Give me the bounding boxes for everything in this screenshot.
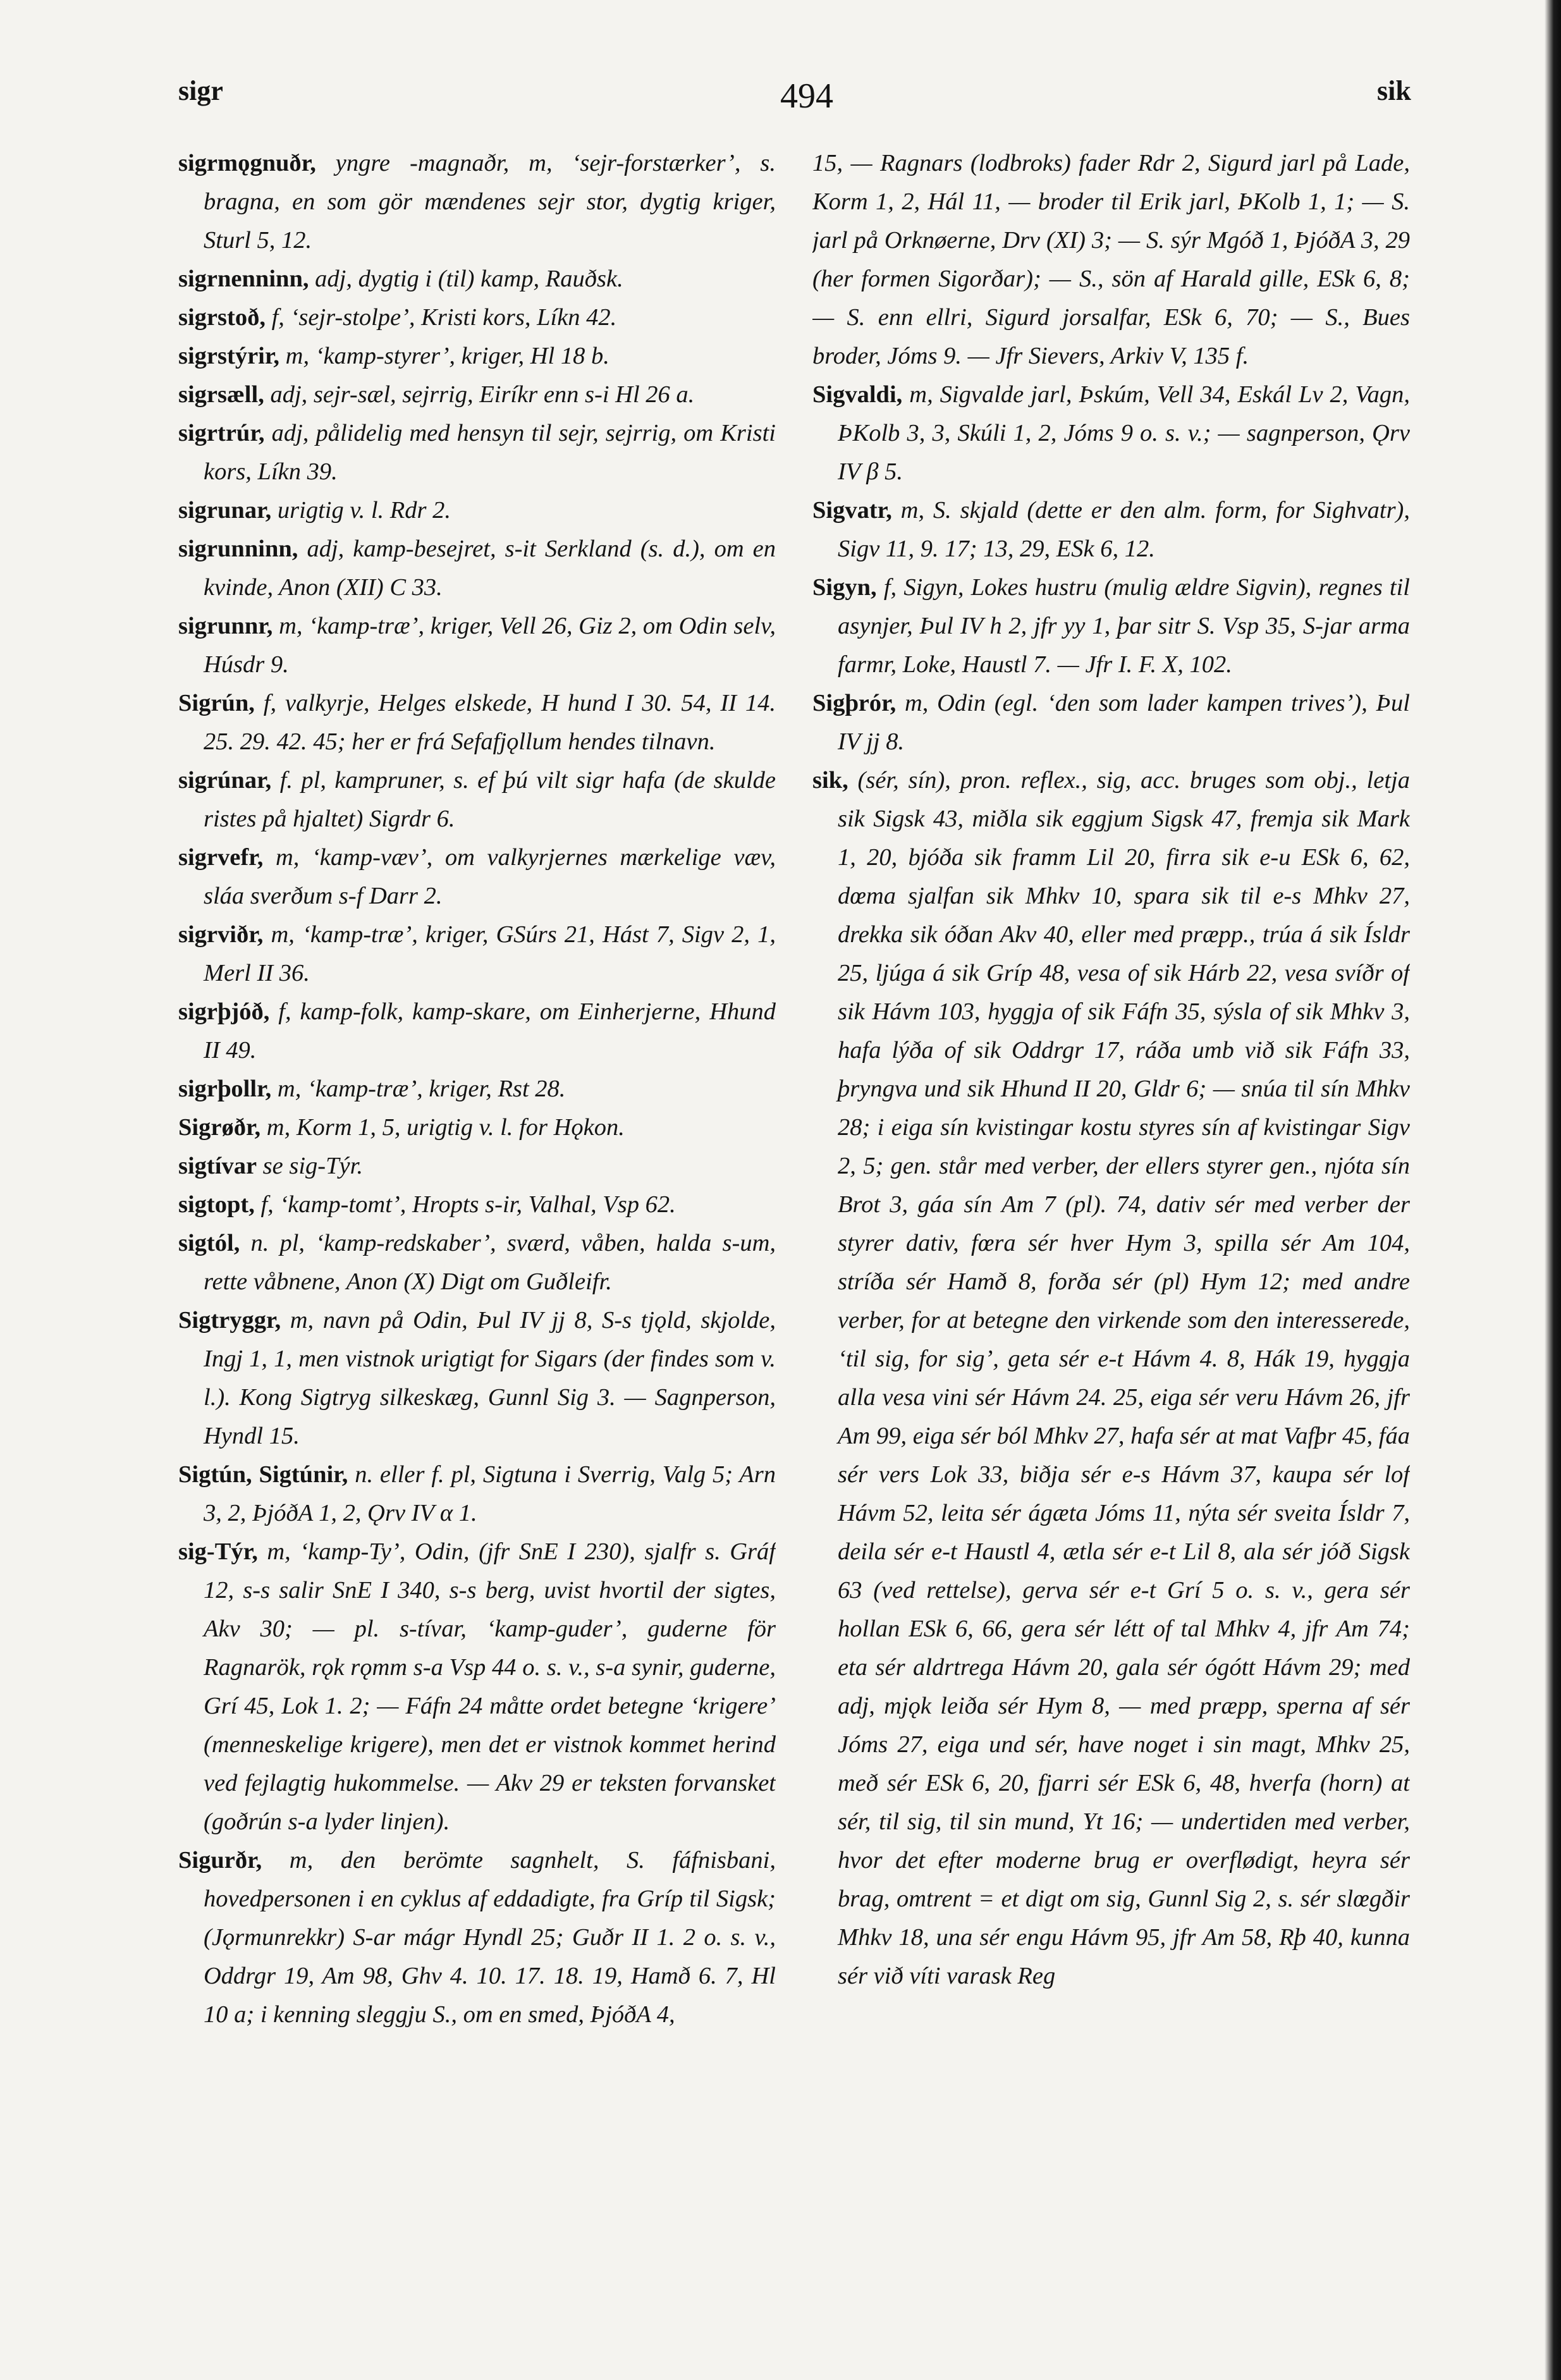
dictionary-entry xyxy=(812,568,1410,684)
headword: sigrsæll, xyxy=(178,381,264,408)
dictionary-entry xyxy=(178,607,776,684)
dictionary-entry xyxy=(812,684,1410,761)
entry-continuation: 15, — Ragnars (lodbroks) fader Rdr 2, Sigurd jarl på Lade, Korm 1, 2, Hál 11, — broder til Erik jarl, ÞKolb 1, 1; — S. jarl på Orknøerne, Drv (XI) 3; — S. sýr Mgóð 1, ÞjóðA 3, 29 (her formen Sigorðar); — S., sön af Harald gille, ESk 6, 8; — S. enn ellri, Sigurd jorsalfar, ESk 6, 70; — S., Bues broder, Jóms 9. — Jfr Sievers, Arkiv V, 135 f. xyxy=(812,150,1410,369)
headword: sigtívar xyxy=(178,1153,257,1179)
entry-text: m, Korm 1, 5, urigtig v. l. for Hǫkon. xyxy=(260,1114,625,1141)
headword: sigrstýrir, xyxy=(178,343,280,369)
dictionary-entry xyxy=(178,1224,776,1301)
dictionary-entry xyxy=(178,144,776,260)
entry-text: se sig-Týr. xyxy=(257,1153,363,1179)
entry-text: m, den berömte sagnhelt, S. fáfnisbani, hovedpersonen i en cyklus af eddadigte, fra Gríp til Sigsk; (Jǫrmunrekkr) S-ar mágr Hyndl 25; Guðr II 1. 2 o. s. v., Oddrgr 19, Am 98, Ghv 4. 10. 17. 18. 19, Hamð 6. 7, Hl 10 a; i kenning sleggju S., om en smed, ÞjóðA 4, xyxy=(204,1847,776,2028)
dictionary-entry xyxy=(178,993,776,1070)
dictionary-entry xyxy=(178,298,776,337)
headword: sigrviðr, xyxy=(178,921,264,948)
dictionary-entry xyxy=(178,337,776,376)
headword: sigrnenninn, xyxy=(178,266,309,292)
headword: sigrþollr, xyxy=(178,1076,272,1102)
headword: sigrunar, xyxy=(178,497,272,524)
headword: sigrþjóð, xyxy=(178,998,270,1025)
entry-text: f, Sigyn, Lokes hustru (mulig ældre Sigvin), regnes til asynjer, Þul IV h 2, jfr yy 1, þar sitr S. Vsp 35, S-jar arma farmr, Loke, Haustl 7. — Jfr I. F. X, 102. xyxy=(838,574,1410,678)
headword: Sigyn, xyxy=(812,574,877,601)
left-running-head: sigr xyxy=(178,75,223,106)
dictionary-entry xyxy=(178,1301,776,1456)
entry-text: adj, kamp-besejret, s-it Serkland (s. d.), om en kvinde, Anon (XII) C 33. xyxy=(204,536,776,601)
right-column xyxy=(812,144,1410,2231)
dictionary-entry xyxy=(178,684,776,761)
headword: sigrunninn, xyxy=(178,536,298,562)
dictionary-entry xyxy=(178,1533,776,1841)
dictionary-entry xyxy=(178,1108,776,1147)
headword: sigrúnar, xyxy=(178,767,272,794)
headword: Sigrún, xyxy=(178,690,255,716)
entry-text: adj, pålidelig med hensyn til sejr, sejrrig, om Kristi kors, Líkn 39. xyxy=(204,420,776,485)
entry-text: f, valkyrje, Helges elskede, H hund I 30. 54, II 14. 25. 29. 42. 45; her er frá Sefafjǫllum hendes tilnavn. xyxy=(204,690,776,755)
entry-text: n. pl, ‘kamp-redskaber’, sværd, våben, halda s-um, rette våbnene, Anon (X) Digt om Guðleifr. xyxy=(204,1230,776,1295)
headword: sigrmǫgnuðr, xyxy=(178,150,316,176)
entry-text: m, navn på Odin, Þul IV jj 8, S-s tjǫld, skjolde, Ingj 1, 1, men vistnok urigtigt for Sigars (der findes som v. l.). Kong Sigtryg silkeskæg, Gunnl Sig 3. — Sagnperson, Hyndl 15. xyxy=(204,1307,776,1449)
headword: Sigtún, Sigtúnir, xyxy=(178,1461,348,1488)
dictionary-entry xyxy=(178,761,776,838)
headword: Sigvatr, xyxy=(812,497,892,524)
dictionary-entry xyxy=(178,1070,776,1108)
page-header xyxy=(0,0,1561,126)
headword: Sigurðr, xyxy=(178,1847,262,1874)
entry-text: n. eller f. pl, Sigtuna i Sverrig, Valg 5; Arn 3, 2, ÞjóðA 1, 2, Ǫrv IV α 1. xyxy=(204,1461,776,1526)
dictionary-entry xyxy=(178,530,776,607)
entry-text: m, Odin (egl. ‘den som lader kampen trives’), Þul IV jj 8. xyxy=(838,690,1410,755)
entry-text: m, ‘kamp-Ty’, Odin, (jfr SnE I 230), sjalfr s. Gráf 12, s-s salir SnE I 340, s-s berg, uvist hvortil der sigtes, Akv 30; — pl. s-tívar, ‘kamp-guder’, guderne för Ragnarök, rǫk rǫmm s-a Vsp 44 o. s. v., s-a synir, guderne, Grí 45, Lok 1. 2; — Fáfn 24 måtte ordet betegne ‘krigere’ (menneskelige krigere), men det er vistnok kommet herind ved fejlagtig hukommelse. — Akv 29 er teksten forvansket (goðrún s-a lyder linjen). xyxy=(204,1538,776,1835)
headword: Sigtryggr, xyxy=(178,1307,281,1334)
dictionary-entry xyxy=(178,376,776,414)
right-running-head: sik xyxy=(1377,75,1411,106)
entry-text: f, kamp-folk, kamp-skare, om Einherjerne, Hhund II 49. xyxy=(204,998,776,1064)
dictionary-entry xyxy=(812,376,1410,491)
headword: Sigrøðr, xyxy=(178,1114,261,1141)
dictionary-entry xyxy=(178,491,776,530)
entry-text: m, ‘kamp-træ’, kriger, Rst 28. xyxy=(271,1076,566,1102)
headword: sigrvefr, xyxy=(178,844,264,871)
entry-text: m, ‘kamp-træ’, kriger, Vell 26, Giz 2, om Odin selv, Húsdr 9. xyxy=(204,613,776,678)
page-number: 494 xyxy=(780,77,833,116)
entry-text: f, ‘kamp-tomt’, Hropts s-ir, Valhal, Vsp 62. xyxy=(254,1191,676,1218)
headword: sigtopt, xyxy=(178,1191,255,1218)
left-column xyxy=(178,144,776,2231)
dictionary-entry xyxy=(812,491,1410,568)
entry-text: f, ‘sejr-stolpe’, Kristi kors, Líkn 42. xyxy=(265,304,617,331)
dictionary-entry xyxy=(178,1186,776,1224)
page-edge-shadow xyxy=(1545,0,1561,2380)
headword: sigrstoð, xyxy=(178,304,266,331)
headword: sig-Týr, xyxy=(178,1538,258,1565)
dictionary-entry xyxy=(178,1841,776,2034)
entry-text: m, ‘kamp-styrer’, kriger, Hl 18 b. xyxy=(279,343,609,369)
entry-text: yngre -magnaðr, m, ‘sejr-forstærker’, s. bragna, en som gör mændenes sejr stor, dygtig kriger, Sturl 5, 12. xyxy=(204,150,776,254)
dictionary-entry xyxy=(178,1456,776,1533)
headword: Sigþrór, xyxy=(812,690,897,716)
dictionary-entry xyxy=(178,414,776,491)
headword: sigtól, xyxy=(178,1230,240,1256)
entry-text: urigtig v. l. Rdr 2. xyxy=(271,497,451,524)
entry-text: m, ‘kamp-træ’, kriger, GSúrs 21, Hást 7, Sigv 2, 1, Merl II 36. xyxy=(204,921,776,986)
entry-text: m, ‘kamp-væv’, om valkyrjernes mærkelige væv, sláa sverðum s-f Darr 2. xyxy=(204,844,776,909)
entry-text: m, S. skjald (dette er den alm. form, for Sighvatr), Sigv 11, 9. 17; 13, 29, ESk 6, 12. xyxy=(838,497,1410,562)
entry-text: (sér, sín), pron. reflex., sig, acc. bruges som obj., letja sik Sigsk 43, miðla sik eggjum Sigsk 47, fremja sik Mark 1, 20, bjóða sik framm Lil 20, firra sik e-u ESk 6, 62, dœma sjalfan sik Mhkv 10, spara sik til e-s Mhkv 27, drekka sik óðan Akv 40, eller med præpp., trúa á sik Ísldr 25, ljúga á sik Gríp 48, vesa of sik Hárb 22, vesa svíðr of sik Hávm 103, hyggja of sik Fáfn 35, sýsla of sik Mhkv 3, hafa lýða of sik Oddrgr 17, ráða umb við sik Fáfn 33, þryngva und sik Hhund II 20, Gldr 6; — snúa til sín Mhkv 28; i eiga sín kvistingar kostu styres sín af kvistingar Sigv 2, 5; gen. står med verber, der ellers styrer gen., njóta sín Brot 3, gáa sín Am 7 (pl). 74, dativ sér med verber der styrer dativ, fœra sér hver Hym 3, spilla sér Am 104, stríða sér Hamð 8, forða sér (pl) Hym 12; med andre verber, for at betegne den virkende som den interesserede, ‘til sig, for sig’, geta sér e-t Hávm 4. 8, Hák 19, hyggja alla vesa vini sér Hávm 24. 25, eiga sér veru Hávm 26, jfr Am 99, eiga sér ból Mhkv 27, hafa sér at mat Vafþr 45, fáa sér vers Lok 33, biðja sér e-s Hávm 37, kaupa sér lof Hávm 52, leita sér ágæta Jóms 11, nýta sér sveita Ísldr 7, deila sér e-t Haustl 4, ætla sér e-t Lil 8, ala sér jóð Sigsk 63 (ved rettelse), gerva sér e-t Grí 5 o. s. v., gera sér hollan ESk 6, 66, gera sér létt of tal Mhkv 4, jfr Am 74; eta sér aldrtrega Hávm 20, gala sér ógótt Hávm 29; med adj, mjǫk leiða sér Hym 8, — med præpp, sperna af sér Jóms 27, eiga und sér, have noget i sin magt, Mhkv 25, með sér ESk 6, 20, fjarri sér ESk 6, 48, hverfa (horn) at sér, til sig, til sin mund, Yt 16; — undertiden med verber, hvor det efter moderne brug er overflødigt, heyra sér brag, omtrent = et digt om sig, Gunnl Sig 2, s. sér slœgðir Mhkv 18, una sér engu Hávm 95, jfr Am 58, Rþ 40, kunna sér við víti varask Reg xyxy=(838,767,1410,1989)
dictionary-entry xyxy=(178,916,776,993)
dictionary-entry xyxy=(178,838,776,916)
entry-text: f. pl, kampruner, s. ef þú vilt sigr hafa (de skulde ristes på hjaltet) Sigrdr 6. xyxy=(204,767,776,832)
headword: Sigvaldi, xyxy=(812,381,903,408)
dictionary-entry xyxy=(178,260,776,298)
entry-text: adj, dygtig i (til) kamp, Rauðsk. xyxy=(309,266,623,292)
dictionary-entry xyxy=(178,1147,776,1186)
headword: sik, xyxy=(812,767,848,794)
entry-text: m, Sigvalde jarl, Þskúm, Vell 34, Eskál Lv 2, Vagn, ÞKolb 3, 3, Skúli 1, 2, Jóms 9 o. s. v.; — sagnperson, Ǫrv IV β 5. xyxy=(838,381,1410,485)
dictionary-entry xyxy=(812,761,1410,1996)
headword: sigrunnr, xyxy=(178,613,273,639)
headword: sigrtrúr, xyxy=(178,420,265,446)
entry-text: adj, sejr-sæl, sejrrig, Eiríkr enn s-i Hl 26 a. xyxy=(264,381,695,408)
